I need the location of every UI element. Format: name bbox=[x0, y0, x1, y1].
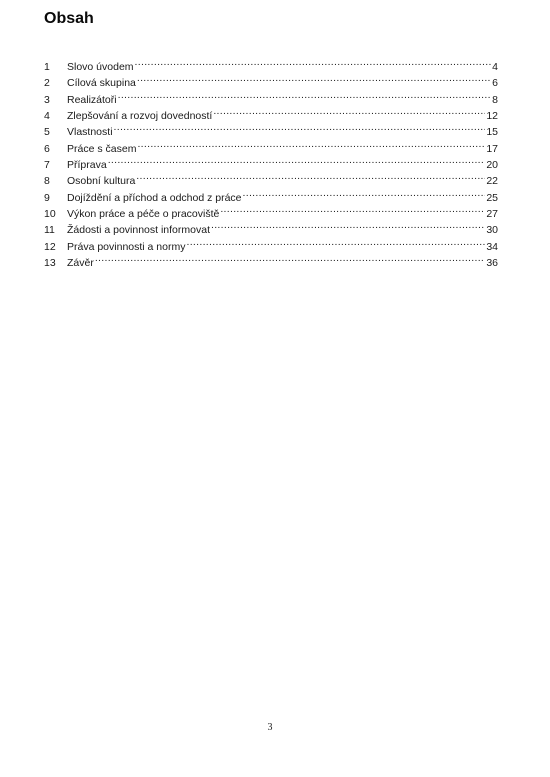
toc-entry-page[interactable]: 20 bbox=[486, 159, 498, 172]
toc-entry-label[interactable]: Realizátoři bbox=[67, 93, 117, 106]
toc-entry-number: 8 bbox=[44, 175, 50, 188]
toc-dot-leader bbox=[137, 136, 485, 152]
toc-dot-leader bbox=[114, 119, 486, 135]
toc-entry-page[interactable]: 17 bbox=[486, 142, 498, 155]
toc-entry[interactable] bbox=[44, 250, 498, 270]
toc-entry[interactable] bbox=[44, 152, 498, 172]
toc-dot-leader bbox=[211, 217, 485, 233]
toc-entry-label[interactable]: Práce s časem bbox=[67, 142, 137, 155]
toc-entry-label[interactable]: Výkon práce a péče o pracoviště bbox=[67, 208, 220, 221]
toc-entry-number: 7 bbox=[44, 159, 50, 172]
toc-entry-number: 9 bbox=[44, 191, 50, 204]
toc-entry-label[interactable]: Cílová skupina bbox=[67, 77, 136, 90]
toc-dot-leader bbox=[118, 87, 491, 103]
toc-entry-page[interactable]: 27 bbox=[486, 208, 498, 221]
toc-entry-label[interactable]: Závěr bbox=[67, 257, 94, 270]
toc-entry-number: 5 bbox=[44, 126, 50, 139]
toc-dot-leader bbox=[135, 54, 491, 70]
toc-entry-label[interactable]: Slovo úvodem bbox=[67, 61, 134, 73]
toc-dot-leader bbox=[243, 185, 486, 201]
toc-dot-leader bbox=[186, 234, 485, 250]
page-number: 3 bbox=[267, 722, 273, 733]
toc-dot-leader bbox=[95, 250, 485, 266]
toc-entry-label[interactable]: Dojíždění a příchod a odchod z práce bbox=[67, 191, 242, 204]
toc-entry-label[interactable]: Vlastnosti bbox=[67, 126, 113, 139]
toc-entry-number: 11 bbox=[44, 224, 55, 237]
toc-entry-label[interactable]: Zlepšování a rozvoj dovedností bbox=[67, 110, 213, 123]
toc-entry-number: 3 bbox=[44, 93, 50, 106]
toc-entry-page[interactable]: 4 bbox=[492, 61, 498, 73]
toc-entry-number: 12 bbox=[44, 240, 56, 253]
toc-entry-number: 6 bbox=[44, 142, 50, 155]
toc-entry-page[interactable]: 12 bbox=[486, 110, 498, 123]
toc-entry-number: 4 bbox=[44, 110, 50, 123]
toc-entry-number: 13 bbox=[44, 257, 56, 270]
toc-entry-label[interactable]: Žádosti a povinnost informovat bbox=[67, 224, 210, 237]
toc-entry[interactable] bbox=[44, 168, 498, 188]
toc-entry-page[interactable]: 22 bbox=[486, 175, 498, 188]
toc-entry-number: 1 bbox=[44, 61, 50, 73]
toc-entry-number: 2 bbox=[44, 77, 50, 90]
toc-entry-page[interactable]: 8 bbox=[492, 93, 498, 106]
toc-entry-page[interactable]: 36 bbox=[486, 257, 498, 270]
page-title: Obsah bbox=[44, 10, 94, 27]
toc-entry-label[interactable]: Příprava bbox=[67, 159, 107, 172]
toc-dot-leader bbox=[108, 152, 486, 168]
toc-dot-leader bbox=[137, 70, 491, 86]
toc-entry[interactable] bbox=[44, 54, 498, 73]
toc-entry-label[interactable]: Práva povinnosti a normy bbox=[67, 240, 186, 253]
toc-entry-page[interactable]: 6 bbox=[492, 77, 498, 90]
toc-entry-page[interactable]: 34 bbox=[486, 240, 498, 253]
toc-entry-number: 10 bbox=[44, 208, 56, 221]
toc-entry-page[interactable]: 15 bbox=[486, 126, 498, 139]
toc-entry-page[interactable]: 30 bbox=[486, 224, 498, 237]
table-of-contents bbox=[44, 54, 498, 270]
toc-dot-leader bbox=[213, 103, 485, 119]
toc-entry-label[interactable]: Osobní kultura bbox=[67, 175, 136, 188]
toc-entry-page[interactable]: 25 bbox=[486, 191, 498, 204]
toc-dot-leader bbox=[136, 168, 485, 184]
toc-dot-leader bbox=[220, 201, 485, 217]
